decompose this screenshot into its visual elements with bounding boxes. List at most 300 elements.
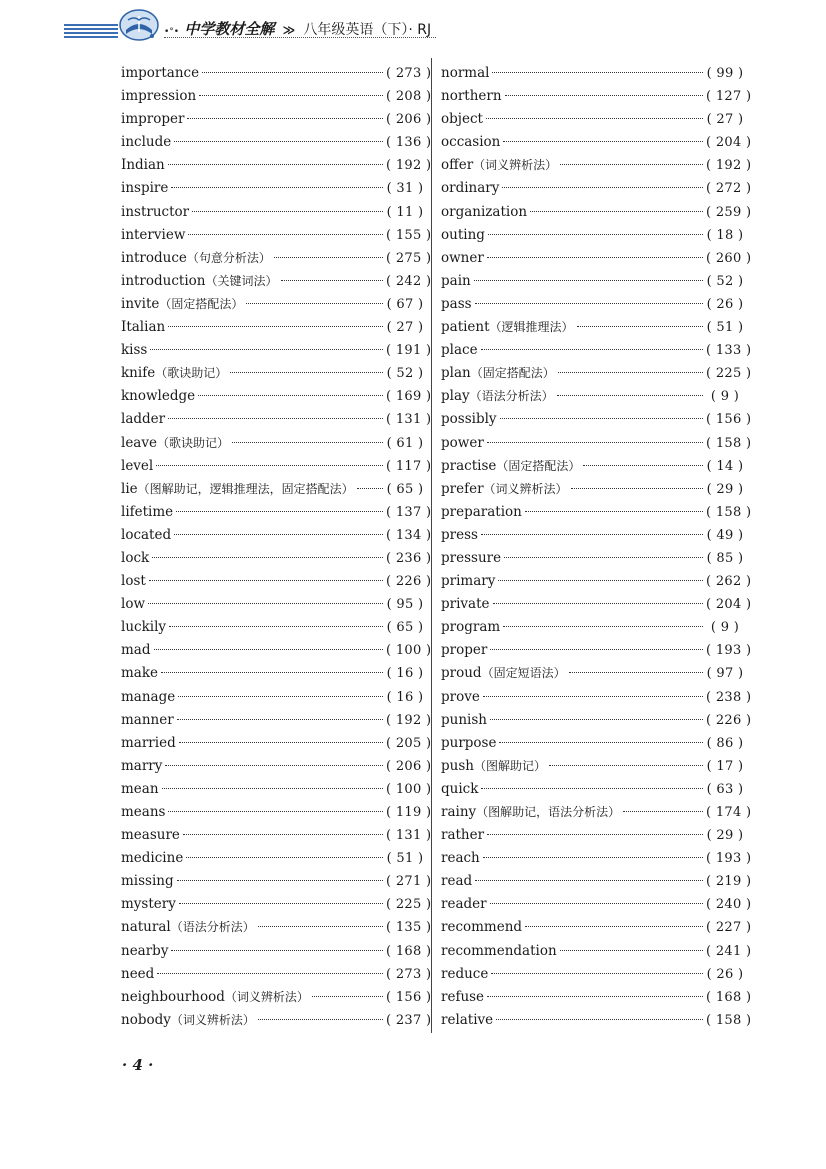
- dot-leader: [183, 834, 383, 835]
- dot-leader: [174, 534, 383, 535]
- entry-page-number: ( 133 ): [706, 339, 744, 362]
- index-entry: [121, 408, 424, 431]
- entry-page-number: ( 9 ): [706, 616, 744, 639]
- entry-page-number: ( 262 ): [706, 570, 744, 593]
- entry-page-number: ( 192 ): [386, 154, 424, 177]
- dot-leader: [169, 626, 383, 627]
- entry-term: prove: [441, 688, 480, 705]
- dot-leader: [488, 234, 703, 235]
- entry-term: press: [441, 526, 478, 543]
- dot-leader: [161, 672, 383, 673]
- dot-leader: [499, 742, 703, 743]
- entry-page-number: ( 9 ): [706, 385, 744, 408]
- entry-method-note: （图解助记，逻辑推理法，固定搭配法）: [137, 481, 354, 496]
- index-entry: [441, 893, 744, 916]
- entry-page-number: ( 135 ): [386, 916, 424, 939]
- page-number: · 4 ·: [122, 1056, 154, 1074]
- entry-method-note: （词义辨析法）: [170, 1012, 255, 1027]
- entry-page-number: ( 95 ): [386, 593, 424, 616]
- dot-leader: [525, 511, 703, 512]
- dot-leader: [530, 211, 703, 212]
- entry-term: relative: [441, 1011, 494, 1028]
- dot-leader: [503, 626, 703, 627]
- index-entry: [441, 339, 744, 362]
- entry-term: punish: [441, 711, 487, 728]
- entry-page-number: ( 155 ): [386, 224, 424, 247]
- dot-leader: [571, 488, 703, 489]
- entry-method-note: （歌诀助记）: [156, 435, 229, 450]
- entry-term: knife: [121, 365, 156, 382]
- dot-leader: [492, 72, 703, 73]
- entry-term: nobody: [121, 1011, 171, 1028]
- entry-term: impression: [121, 88, 197, 105]
- entry-page-number: ( 225 ): [386, 893, 424, 916]
- entry-page-number: ( 18 ): [706, 224, 744, 247]
- entry-term: occasion: [441, 134, 501, 151]
- dot-leader: [281, 280, 384, 281]
- dot-leader: [187, 118, 383, 119]
- entry-term: knowledge: [121, 388, 196, 405]
- dot-leader: [505, 95, 703, 96]
- entry-term: plan: [441, 365, 471, 382]
- entry-term: interview: [121, 226, 186, 243]
- index-entry: [441, 62, 744, 85]
- entry-page-number: ( 206 ): [386, 108, 424, 131]
- index-entry: [441, 662, 744, 685]
- index-entry: [121, 62, 424, 85]
- dot-leader: [177, 880, 383, 881]
- index-entry: [121, 1009, 424, 1032]
- entry-page-number: ( 193 ): [706, 847, 744, 870]
- entry-page-number: ( 134 ): [386, 524, 424, 547]
- index-entry: [441, 870, 744, 893]
- entry-page-number: ( 193 ): [706, 639, 744, 662]
- index-entry: [121, 732, 424, 755]
- dot-leader: [487, 996, 703, 997]
- dot-leader: [490, 903, 703, 904]
- entry-term: ordinary: [441, 180, 500, 197]
- entry-method-note: （图解助记）: [473, 758, 546, 773]
- entry-term: push: [441, 757, 474, 774]
- index-entry: [441, 709, 744, 732]
- dot-leader: [171, 950, 383, 951]
- entry-term: read: [441, 873, 473, 890]
- entry-term: recommend: [441, 919, 523, 936]
- entry-page-number: ( 100 ): [386, 639, 424, 662]
- entry-term: introduce: [121, 249, 187, 266]
- dot-leader: [168, 418, 383, 419]
- entry-term: married: [121, 734, 176, 751]
- index-entry: [441, 432, 744, 455]
- index-entry: [441, 570, 744, 593]
- dot-leader: [186, 857, 383, 858]
- dot-leader: [258, 926, 383, 927]
- entry-term: reach: [441, 850, 480, 867]
- entry-term: lost: [121, 573, 146, 590]
- book-logo-icon: [118, 8, 160, 42]
- dot-leader: [152, 557, 383, 558]
- index-entry: [441, 293, 744, 316]
- entry-term: prefer: [441, 480, 484, 497]
- entry-page-number: ( 227 ): [706, 916, 744, 939]
- dot-leader: [168, 164, 383, 165]
- entry-term: proper: [441, 642, 488, 659]
- dot-leader: [162, 788, 383, 789]
- dot-leader: [171, 187, 383, 188]
- index-entry: [441, 824, 744, 847]
- entry-term: ladder: [121, 411, 166, 428]
- entry-term: patient: [441, 319, 490, 336]
- dot-leader: [230, 372, 383, 373]
- dot-leader: [577, 326, 703, 327]
- entry-method-note: （语法分析法）: [469, 389, 554, 404]
- dot-leader: [549, 765, 703, 766]
- dot-leader: [558, 372, 703, 373]
- dot-leader: [583, 465, 703, 466]
- entry-page-number: ( 169 ): [386, 385, 424, 408]
- entry-page-number: ( 52 ): [706, 270, 744, 293]
- header-rule: [164, 37, 436, 38]
- header-stripes: [64, 24, 118, 40]
- dot-leader: [498, 580, 703, 581]
- index-entry: [121, 893, 424, 916]
- entry-page-number: ( 127 ): [706, 85, 744, 108]
- entry-page-number: ( 204 ): [706, 131, 744, 154]
- entry-term: refuse: [441, 988, 485, 1005]
- entry-term: organization: [441, 203, 528, 220]
- entry-method-note: （固定搭配法）: [470, 366, 555, 381]
- entry-term: place: [441, 342, 478, 359]
- index-entry: [121, 547, 424, 570]
- dot-leader: [199, 95, 383, 96]
- index-entry: [121, 570, 424, 593]
- dot-leader: [174, 141, 383, 142]
- entry-page-number: ( 29 ): [706, 824, 744, 847]
- index-entry: [121, 131, 424, 154]
- index-entry: [441, 963, 744, 986]
- dot-leader: [481, 534, 703, 535]
- dot-leader: [176, 511, 383, 512]
- index-entry: [121, 847, 424, 870]
- index-entry: [121, 247, 424, 270]
- index-entry: [441, 270, 744, 293]
- dot-leader: [165, 765, 383, 766]
- dot-leader: [493, 603, 703, 604]
- dot-leader: [481, 788, 703, 789]
- dot-leader: [188, 234, 383, 235]
- entry-page-number: ( 99 ): [706, 62, 744, 85]
- dot-leader: [491, 973, 703, 974]
- entry-page-number: ( 260 ): [706, 247, 744, 270]
- entry-term: luckily: [121, 619, 167, 636]
- entry-term: missing: [121, 873, 174, 890]
- index-entry: [441, 177, 744, 200]
- index-entry: [121, 755, 424, 778]
- entry-page-number: ( 17 ): [706, 755, 744, 778]
- entry-term: lie: [121, 480, 138, 497]
- entry-method-note: （句意分析法）: [186, 250, 271, 265]
- dot-leader: [500, 418, 703, 419]
- dot-leader: [486, 118, 703, 119]
- entry-page-number: ( 85 ): [706, 547, 744, 570]
- entry-page-number: ( 86 ): [706, 732, 744, 755]
- index-entry: [121, 593, 424, 616]
- header-dots: •°•: [164, 27, 180, 37]
- entry-term: need: [121, 965, 155, 982]
- index-entry: [121, 501, 424, 524]
- entry-page-number: ( 192 ): [706, 154, 744, 177]
- entry-page-number: ( 51 ): [386, 847, 424, 870]
- entry-term: possibly: [441, 411, 497, 428]
- dot-leader: [157, 973, 383, 974]
- index-entry: [121, 963, 424, 986]
- index-entry: [441, 547, 744, 570]
- index-entry: [441, 524, 744, 547]
- index-entry: [441, 847, 744, 870]
- index-entry: [121, 154, 424, 177]
- entry-term: Indian: [121, 157, 165, 174]
- index-entry: [441, 154, 744, 177]
- dot-leader: [150, 349, 383, 350]
- entry-term: manner: [121, 711, 174, 728]
- entry-page-number: ( 100 ): [386, 778, 424, 801]
- entry-method-note: （固定搭配法）: [159, 296, 244, 311]
- entry-term: power: [441, 434, 484, 451]
- entry-page-number: ( 205 ): [386, 732, 424, 755]
- index-entry: [441, 1009, 744, 1032]
- index-entry: [121, 824, 424, 847]
- entry-page-number: ( 158 ): [706, 432, 744, 455]
- index-column-left: [121, 62, 424, 1032]
- entry-term: pain: [441, 272, 471, 289]
- entry-page-number: ( 156 ): [706, 408, 744, 431]
- entry-term: preparation: [441, 503, 522, 520]
- entry-page-number: ( 65 ): [386, 616, 424, 639]
- entry-term: offer: [441, 157, 474, 174]
- index-entry: [121, 85, 424, 108]
- entry-term: means: [121, 804, 166, 820]
- entry-method-note: （逻辑推理法）: [489, 320, 574, 335]
- entry-term: natural: [121, 919, 171, 936]
- entry-term: lifetime: [121, 503, 174, 520]
- index-entry: [121, 362, 424, 385]
- dot-leader: [148, 603, 383, 604]
- dot-leader: [274, 257, 383, 258]
- dot-leader: [168, 811, 383, 812]
- index-entry: [121, 316, 424, 339]
- index-entry: [441, 501, 744, 524]
- entry-term: reduce: [441, 965, 489, 982]
- entry-term: primary: [441, 573, 496, 590]
- entry-term: importance: [121, 65, 200, 81]
- entry-term: pressure: [441, 549, 502, 566]
- entry-page-number: ( 97 ): [706, 662, 744, 685]
- entry-page-number: ( 49 ): [706, 524, 744, 547]
- dot-leader: [202, 72, 383, 73]
- entry-term: owner: [441, 249, 484, 266]
- book-subtitle: 八年级英语（下）· RJ: [303, 22, 432, 38]
- index-entry: [441, 385, 744, 408]
- dot-leader: [525, 926, 703, 927]
- dot-leader: [504, 557, 703, 558]
- dot-leader: [232, 442, 383, 443]
- index-entry: [441, 131, 744, 154]
- entry-page-number: ( 158 ): [706, 1009, 744, 1032]
- index-entry: [441, 801, 744, 824]
- dot-leader: [357, 488, 383, 489]
- dot-leader: [496, 1019, 703, 1020]
- dot-leader: [192, 211, 383, 212]
- entry-term: object: [441, 111, 483, 128]
- dot-leader: [178, 696, 383, 697]
- dot-leader: [483, 857, 703, 858]
- entry-term: nearby: [121, 942, 169, 959]
- index-entry: [441, 201, 744, 224]
- index-entry: [121, 662, 424, 685]
- entry-page-number: ( 26 ): [706, 293, 744, 316]
- entry-page-number: ( 191 ): [386, 339, 424, 362]
- index-entry: [441, 778, 744, 801]
- entry-page-number: ( 131 ): [386, 824, 424, 847]
- dot-leader: [154, 649, 384, 650]
- entry-term: introduction: [121, 272, 206, 289]
- entry-page-number: ( 14 ): [706, 455, 744, 478]
- entry-term: play: [441, 388, 470, 405]
- entry-term: rather: [441, 827, 485, 844]
- entry-page-number: ( 26 ): [706, 963, 744, 986]
- entry-page-number: ( 51 ): [706, 316, 744, 339]
- entry-term: make: [121, 665, 159, 682]
- entry-term: leave: [121, 434, 157, 451]
- index-entry: [441, 455, 744, 478]
- index-column-right: [441, 62, 744, 1032]
- entry-page-number: ( 273 ): [386, 62, 424, 85]
- entry-method-note: （词义辨析法）: [483, 481, 568, 496]
- index-entry: [441, 408, 744, 431]
- entry-term: include: [121, 134, 172, 151]
- dot-leader: [481, 349, 703, 350]
- entry-term: mad: [121, 642, 151, 659]
- index-entry: [121, 339, 424, 362]
- dot-leader: [246, 303, 383, 304]
- index-entry: [441, 986, 744, 1009]
- entry-term: improper: [121, 111, 185, 128]
- entry-page-number: ( 117 ): [386, 455, 424, 478]
- dot-leader: [149, 580, 383, 581]
- entry-method-note: （歌诀助记）: [155, 366, 228, 381]
- entry-term: kiss: [121, 342, 148, 359]
- index-entry: [441, 362, 744, 385]
- index-entry: [121, 686, 424, 709]
- index-entry: [441, 224, 744, 247]
- entry-term: Italian: [121, 319, 166, 336]
- entry-page-number: ( 225 ): [706, 362, 744, 385]
- entry-page-number: ( 240 ): [706, 893, 744, 916]
- entry-term: inspire: [121, 180, 169, 197]
- index-entry: [441, 108, 744, 131]
- dot-leader: [179, 742, 383, 743]
- dot-leader: [312, 996, 383, 997]
- entry-page-number: ( 241 ): [706, 940, 744, 963]
- index-entry: [121, 916, 424, 939]
- dot-leader: [490, 649, 703, 650]
- entry-page-number: ( 52 ): [386, 362, 424, 385]
- dot-leader: [483, 696, 703, 697]
- index-entry: [121, 524, 424, 547]
- index-entry: [121, 616, 424, 639]
- index-entry: [441, 247, 744, 270]
- index-entry: [441, 639, 744, 662]
- entry-page-number: ( 136 ): [386, 131, 424, 154]
- index-entry: [121, 870, 424, 893]
- entry-term: invite: [121, 295, 160, 312]
- dot-leader: [487, 257, 703, 258]
- entry-page-number: ( 238 ): [706, 686, 744, 709]
- index-entry: [441, 85, 744, 108]
- entry-page-number: ( 168 ): [706, 986, 744, 1009]
- entry-method-note: （词义辨析法）: [224, 989, 309, 1004]
- entry-term: manage: [121, 688, 176, 705]
- entry-term: measure: [121, 827, 180, 844]
- index-entry: [121, 940, 424, 963]
- entry-term: located: [121, 526, 172, 543]
- entry-term: private: [441, 596, 490, 613]
- index-entry: [121, 986, 424, 1009]
- entry-page-number: ( 273 ): [386, 963, 424, 986]
- entry-page-number: ( 156 ): [386, 986, 424, 1009]
- entry-method-note: （固定短语法）: [481, 666, 566, 681]
- dot-leader: [475, 880, 703, 881]
- entry-page-number: ( 168 ): [386, 940, 424, 963]
- dot-leader: [490, 719, 703, 720]
- entry-term: northern: [441, 88, 502, 105]
- page-header: [60, 6, 440, 44]
- index-entry: [441, 686, 744, 709]
- dot-leader: [258, 1019, 383, 1020]
- entry-term: program: [441, 619, 501, 636]
- entry-term: marry: [121, 757, 163, 774]
- dot-leader: [474, 280, 703, 281]
- entry-page-number: ( 259 ): [706, 201, 744, 224]
- dot-leader: [560, 164, 703, 165]
- index-entry: [441, 755, 744, 778]
- entry-page-number: ( 271 ): [386, 870, 424, 893]
- entry-page-number: ( 61 ): [386, 432, 424, 455]
- dot-leader: [569, 672, 703, 673]
- index-entry: [121, 108, 424, 131]
- entry-term: normal: [441, 65, 490, 81]
- index-entry: [121, 801, 424, 824]
- entry-method-note: （固定搭配法）: [496, 458, 581, 473]
- entry-term: quick: [441, 780, 479, 797]
- entry-page-number: ( 31 ): [386, 177, 424, 200]
- entry-page-number: ( 206 ): [386, 755, 424, 778]
- index-entry: [121, 201, 424, 224]
- entry-page-number: ( 158 ): [706, 501, 744, 524]
- dot-leader: [502, 187, 703, 188]
- entry-page-number: ( 16 ): [386, 686, 424, 709]
- entry-page-number: ( 237 ): [386, 1009, 424, 1032]
- entry-page-number: ( 27 ): [706, 108, 744, 131]
- entry-page-number: ( 226 ): [386, 570, 424, 593]
- entry-page-number: ( 119 ): [386, 801, 424, 824]
- index-entry: [121, 778, 424, 801]
- index-entry: [121, 709, 424, 732]
- entry-page-number: ( 219 ): [706, 870, 744, 893]
- index-entry: [121, 270, 424, 293]
- index-entry: [121, 385, 424, 408]
- entry-page-number: ( 65 ): [386, 478, 424, 501]
